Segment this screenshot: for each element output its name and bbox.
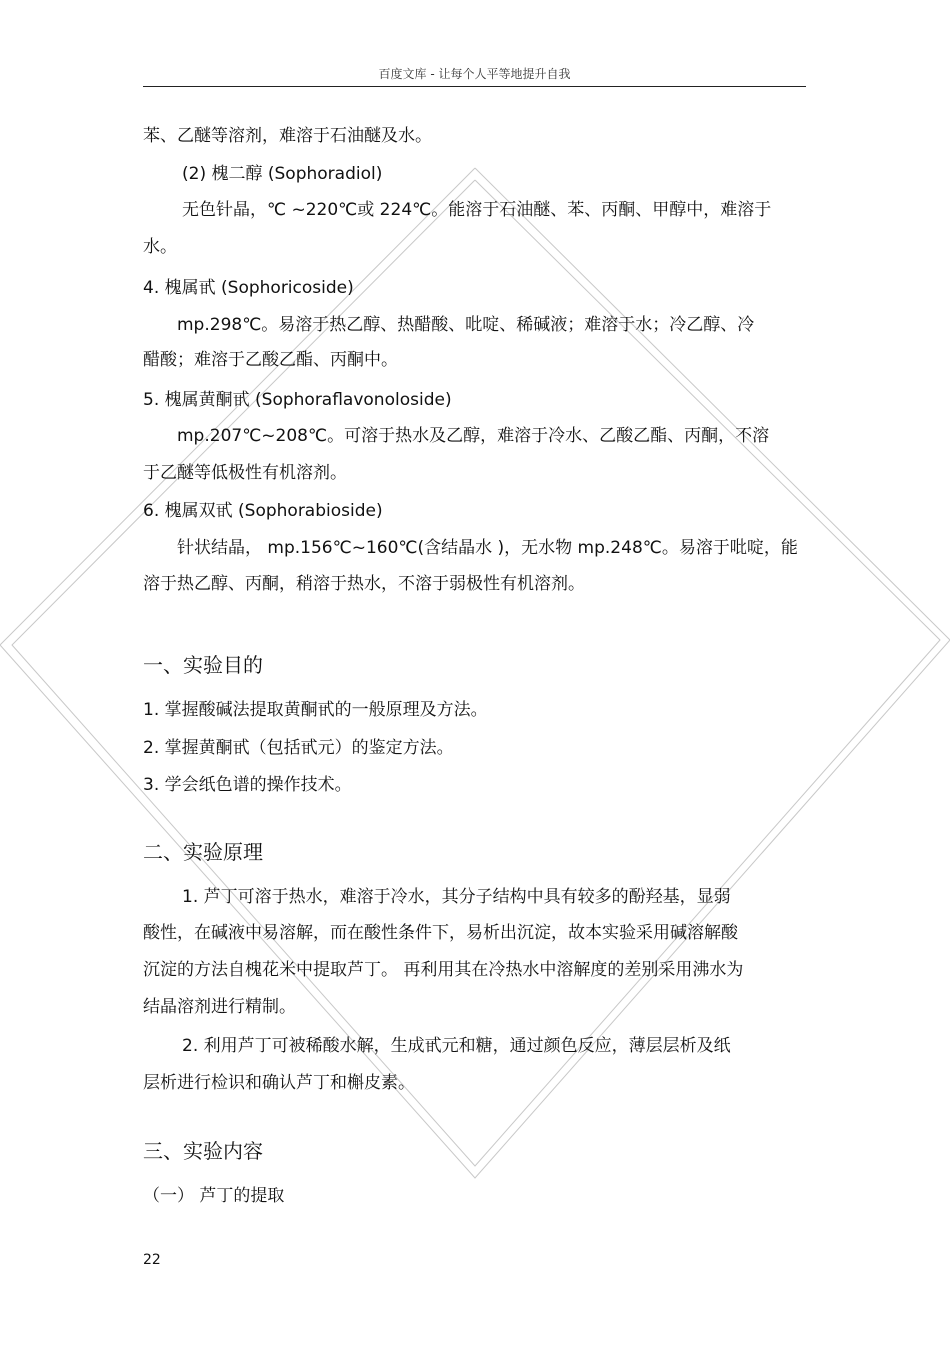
subheading-sophoricoside: 4. 槐属甙 (Sophoricoside) (143, 278, 354, 298)
body-line: 结晶溶剂进行精制。 (143, 997, 296, 1017)
section-title-objectives: 一、实验目的 (143, 653, 263, 677)
body-line: mp.298℃。易溶于热乙醇、热醋酸、吡啶、稀碱液；难溶于水；冷乙醇、冷 (177, 315, 755, 335)
body-line: 于乙醚等低极性有机溶剂。 (143, 463, 347, 483)
body-line: 水。 (143, 237, 177, 257)
page-header: 百度文库 - 让每个人平等地提升自我 (143, 64, 806, 87)
body-line: 1. 芦丁可溶于热水，难溶于冷水，其分子结构中具有较多的酚羟基，显弱 (182, 887, 731, 907)
subheading-sophoradiol: (2) 槐二醇 (Sophoradiol) (182, 164, 383, 184)
body-line: 溶于热乙醇、丙酮，稍溶于热水，不溶于弱极性有机溶剂。 (143, 574, 585, 594)
body-line: 针状结晶， mp.156℃~160℃(含结晶水 )，无水物 mp.248℃。易溶于吡啶，能 (177, 538, 798, 558)
list-item: 1. 掌握酸碱法提取黄酮甙的一般原理及方法。 (143, 700, 488, 720)
section-title-contents: 三、实验内容 (143, 1139, 263, 1163)
body-line: 醋酸；难溶于乙酸乙酯、丙酮中。 (143, 350, 398, 370)
subheading-sophorabioside: 6. 槐属双甙 (Sophorabioside) (143, 501, 383, 521)
section-title-principles: 二、实验原理 (143, 840, 263, 864)
body-line: 2. 利用芦丁可被稀酸水解，生成甙元和糖，通过颜色反应，薄层层析及纸 (182, 1036, 731, 1056)
subsection-title: （一） 芦丁的提取 (143, 1186, 285, 1206)
list-item: 2. 掌握黄酮甙（包括甙元）的鉴定方法。 (143, 738, 454, 758)
body-line: 酸性，在碱液中易溶解，而在酸性条件下，易析出沉淀，故本实验采用碱溶解酸 (143, 923, 738, 943)
body-line: 苯、乙醚等溶剂，难溶于石油醚及水。 (143, 126, 432, 146)
body-line: 无色针晶，℃ ~220℃或 224℃。能溶于石油醚、苯、丙酮、甲醇中，难溶于 (182, 200, 772, 220)
body-line: 层析进行检识和确认芦丁和槲皮素。 (143, 1073, 415, 1093)
page-number: 22 (143, 1252, 161, 1268)
body-line: 沉淀的方法自槐花米中提取芦丁。 再利用其在冷热水中溶解度的差别采用沸水为 (143, 960, 744, 980)
list-item: 3. 学会纸色谱的操作技术。 (143, 775, 352, 795)
subheading-sophoraflavonoloside: 5. 槐属黄酮甙 (Sophoraflavonoloside) (143, 390, 452, 410)
body-line: mp.207℃~208℃。可溶于热水及乙醇，难溶于冷水、乙酸乙酯、丙酮，不溶 (177, 426, 770, 446)
